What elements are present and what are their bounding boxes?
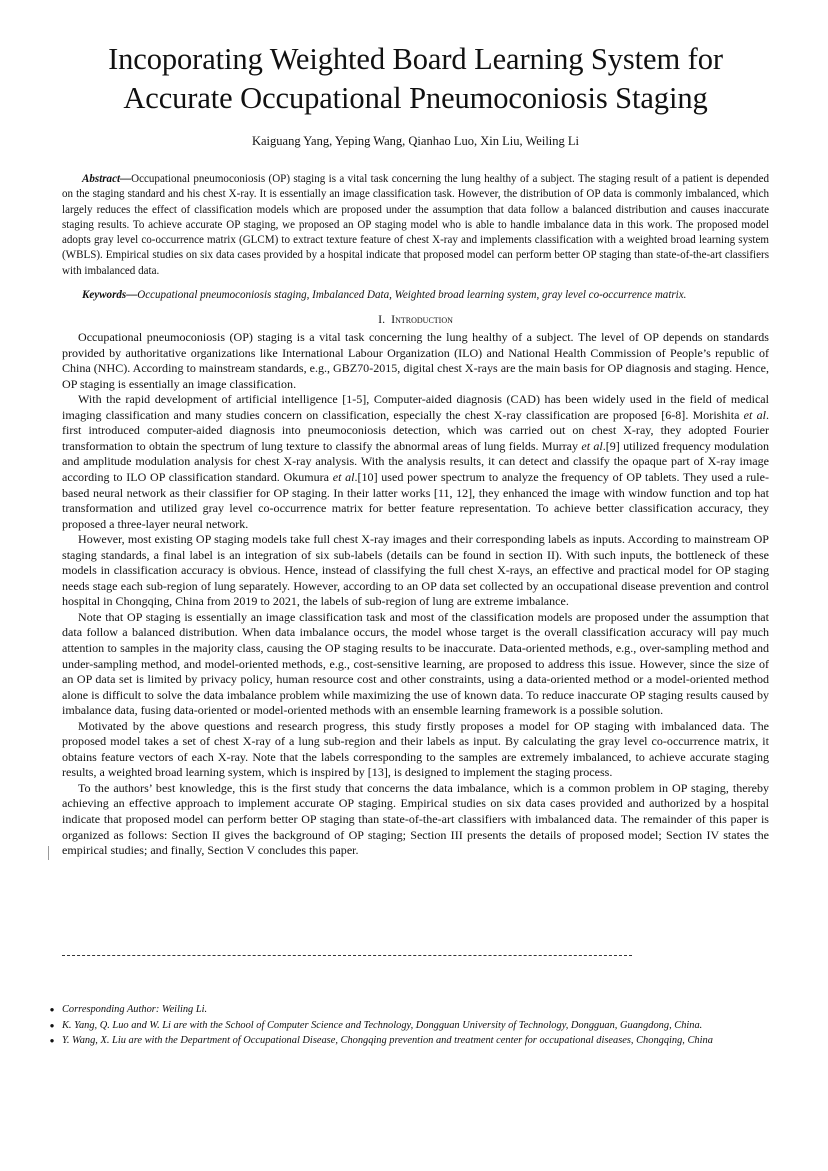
paper-title: Incoporating Weighted Board Learning System for Accurate Occupational Pneumoconiosis Staging [108,42,723,115]
margin-change-bar [48,846,49,860]
keywords [62,288,769,303]
section-title: Introduction [391,312,453,327]
abstract [62,172,769,279]
paragraph-text: With the rapid development of artificial intelligence [1-5], Computer-aided diagnosis (CAD) has been widely used in the field of medical imaging classification and many studies concern on classification, especially the chest X-ray classification are proposed [6-8]. Morishita [62,392,769,422]
citation-etal: et al [332,470,355,484]
paragraph-text: Motivated by the above questions and research progress, this study firstly proposes a model for OP staging with imbalanced data. The proposed model takes a set of chest X-ray of a lung sub-region and their labels as input. By calculating the gray level co-occurrence matrix, it obtains feature vectors of each X-ray. Note that the labels corresponding to the samples are extremely imbalanced, to achieve accurate staging results, a weighted broad learning system, which is inspired by [13], is designed to implement the staging process. [62,718,769,780]
abstract-label: Abstract— [82,173,132,185]
paragraph-text: .[9] utilized frequency modulation and amplitude modulation analysis for chest X-ray analysis. With the analysis results, it can detect and classify the opaque part of X-ray image according to ILO OP classification standard. Okumura [62,438,769,484]
paper-page [62,40,769,859]
footnote-text: Corresponding Author: Weiling Li. [62,1004,208,1015]
paragraph [62,610,769,719]
bullet-icon: ● [49,1036,55,1046]
abstract-text: Occupational pneumoconiosis (OP) staging is a vital task concerning the lung healthy of a subject. The staging result of a patient is depended on the staging standard and his chest X-ray. It is essentially an image classification task. However, the distribution of OP data is commonly imbalanced, which largely reduces the effect of classification models which are proposed under the assumption that data follow a balanced distribution and causes inaccurate staging results. To achieve accurate OP staging, we proposed an OP staging model who is able to handle imbalance data in this work. The proposed model adopts gray level co-occurrence matrix (GLCM) to extract texture feature of chest X-ray and implements classification with a weighted broad learning system (WBLS). Empirical studies on six data cases provided by a hospital indicate that proposed model can perform better OP staging than state-of-the-art classifiers with imbalanced data. [62,173,769,277]
footnote-item [42,1018,782,1034]
paragraph [62,330,769,392]
footnote-text: Y. Wang, X. Liu are with the Department of Occupational Disease, Chongqing prevention and treatment center for occupational diseases, Chongqing, China [62,1035,713,1047]
paragraph [62,781,769,859]
paragraph-text: However, most existing OP staging models take full chest X-ray images and their corresponding labels as inputs. According to mainstream OP staging standards, a final label is an integration of six sub-labels (details can be found in section II). With such inputs, the bottleneck of these models in classification accuracy is obvious. Hence, instead of classifying the full chest X-rays, an effective and practical model for OP staging needs stage each sub-region of lung separately. However, according to an OP data set collected by an occupational disease prevention and control hospital in Chongqing, China from 2019 to 2021, the labels of sub-region of lung are extreme imbalance. [62,532,769,609]
paragraph-text: .[10] used power spectrum to analyze the frequency of OP tablets. They used a rule-based neural network as their classifier for OP staging. In their latter works [11, 12], they enhanced the image with window function and top hat transformation and utilized gray level co-occurrence matrix for better feature representation. To achieve better classification accuracy, they proposed a three-layer neural network. [62,470,769,531]
paragraph [62,532,769,610]
footnote-text: K. Yang, Q. Luo and W. Li are with the School of Computer Science and Technology, Dongguan University of Technology, Dongguan, Guangdong, China. [62,1019,703,1031]
introduction-body [62,330,769,859]
paragraph-text: Occupational pneumoconiosis (OP) staging is a vital task concerning the lung healthy of a subject. The level of OP depends on standards provided by authoritative organizations like International Labour Organization (ILO) and National Health Commission of People’s republic of China (NHC). According to mainstream standards, e.g., GBZ70-2015, digital chest X-rays are the main basis for OP diagnosis and staging. Hence, OP staging is essentially an image classification. [62,330,769,391]
paragraph-text: To the authors’ best knowledge, this is the first study that concerns the data imbalance, which is a common problem in OP staging, thereby achieving an effective approach to implement accurate OP staging. Empirical studies on six data cases provided and authorized by a hospital indicate that proposed model can perform better OP staging than state-of-the-art classifiers with imbalanced data. The remainder of this paper is organized as follows: Section II gives the background of OP staging; Section III presents the details of proposed model; Section IV states the empirical studies; and finally, Section V concludes this paper. [62,780,769,858]
section-number: I. [378,312,386,327]
citation-etal: et al [743,407,766,422]
paragraph [62,719,769,781]
keywords-text: Occupational pneumoconiosis staging, Imbalanced Data, Weighted broad learning system, gray level co-occurrence matrix. [137,289,687,302]
paragraph [62,392,769,532]
footnotes [42,1002,782,1049]
author-list: Kaiguang Yang, Yeping Wang, Qianhao Luo, Xin Liu, Weiling Li [251,134,580,148]
bullet-icon: ● [49,1005,55,1014]
bullet-icon: ● [49,1020,55,1030]
footnote-divider [62,955,632,956]
citation-etal: et al [581,438,603,453]
keywords-label: Keywords— [82,289,138,302]
footnote-item [42,1002,782,1018]
section-heading [62,312,769,327]
footnote-item [42,1033,782,1049]
paragraph-text: Note that OP staging is essentially an image classification task and most of the classification models are proposed under the assumption that data follow a balanced distribution. When data imbalance occurs, the model whose target is the overall classification accuracy will pay much attention to samples in the majority class, causing the OP staging results to be inaccurate. Data-oriented methods, e.g., over-sampling method and under-sampling method, and model-oriented methods, e.g., cost-sensitive learning, are proposed to address this issue. However, since the size of an OP data set is limited by privacy policy, human resource cost and other constraints, using a data-oriented method or a model-oriented method alone is difficult to solve the data imbalance problem while maximizing the use of known data. To reduce inaccurate OP staging results caused by imbalance data, fusing data-oriented or model-oriented methods with an ensemble learning framework is a possible solution. [62,609,769,718]
paragraph-text: . first introduced computer-aided diagnosis into pneumoconiosis detection, which was carried out on chest X-ray, they adopted Fourier transformation to obtain the spectrum of lung texture to classify the abnormal areas of lung fields. Murray [62,407,769,453]
